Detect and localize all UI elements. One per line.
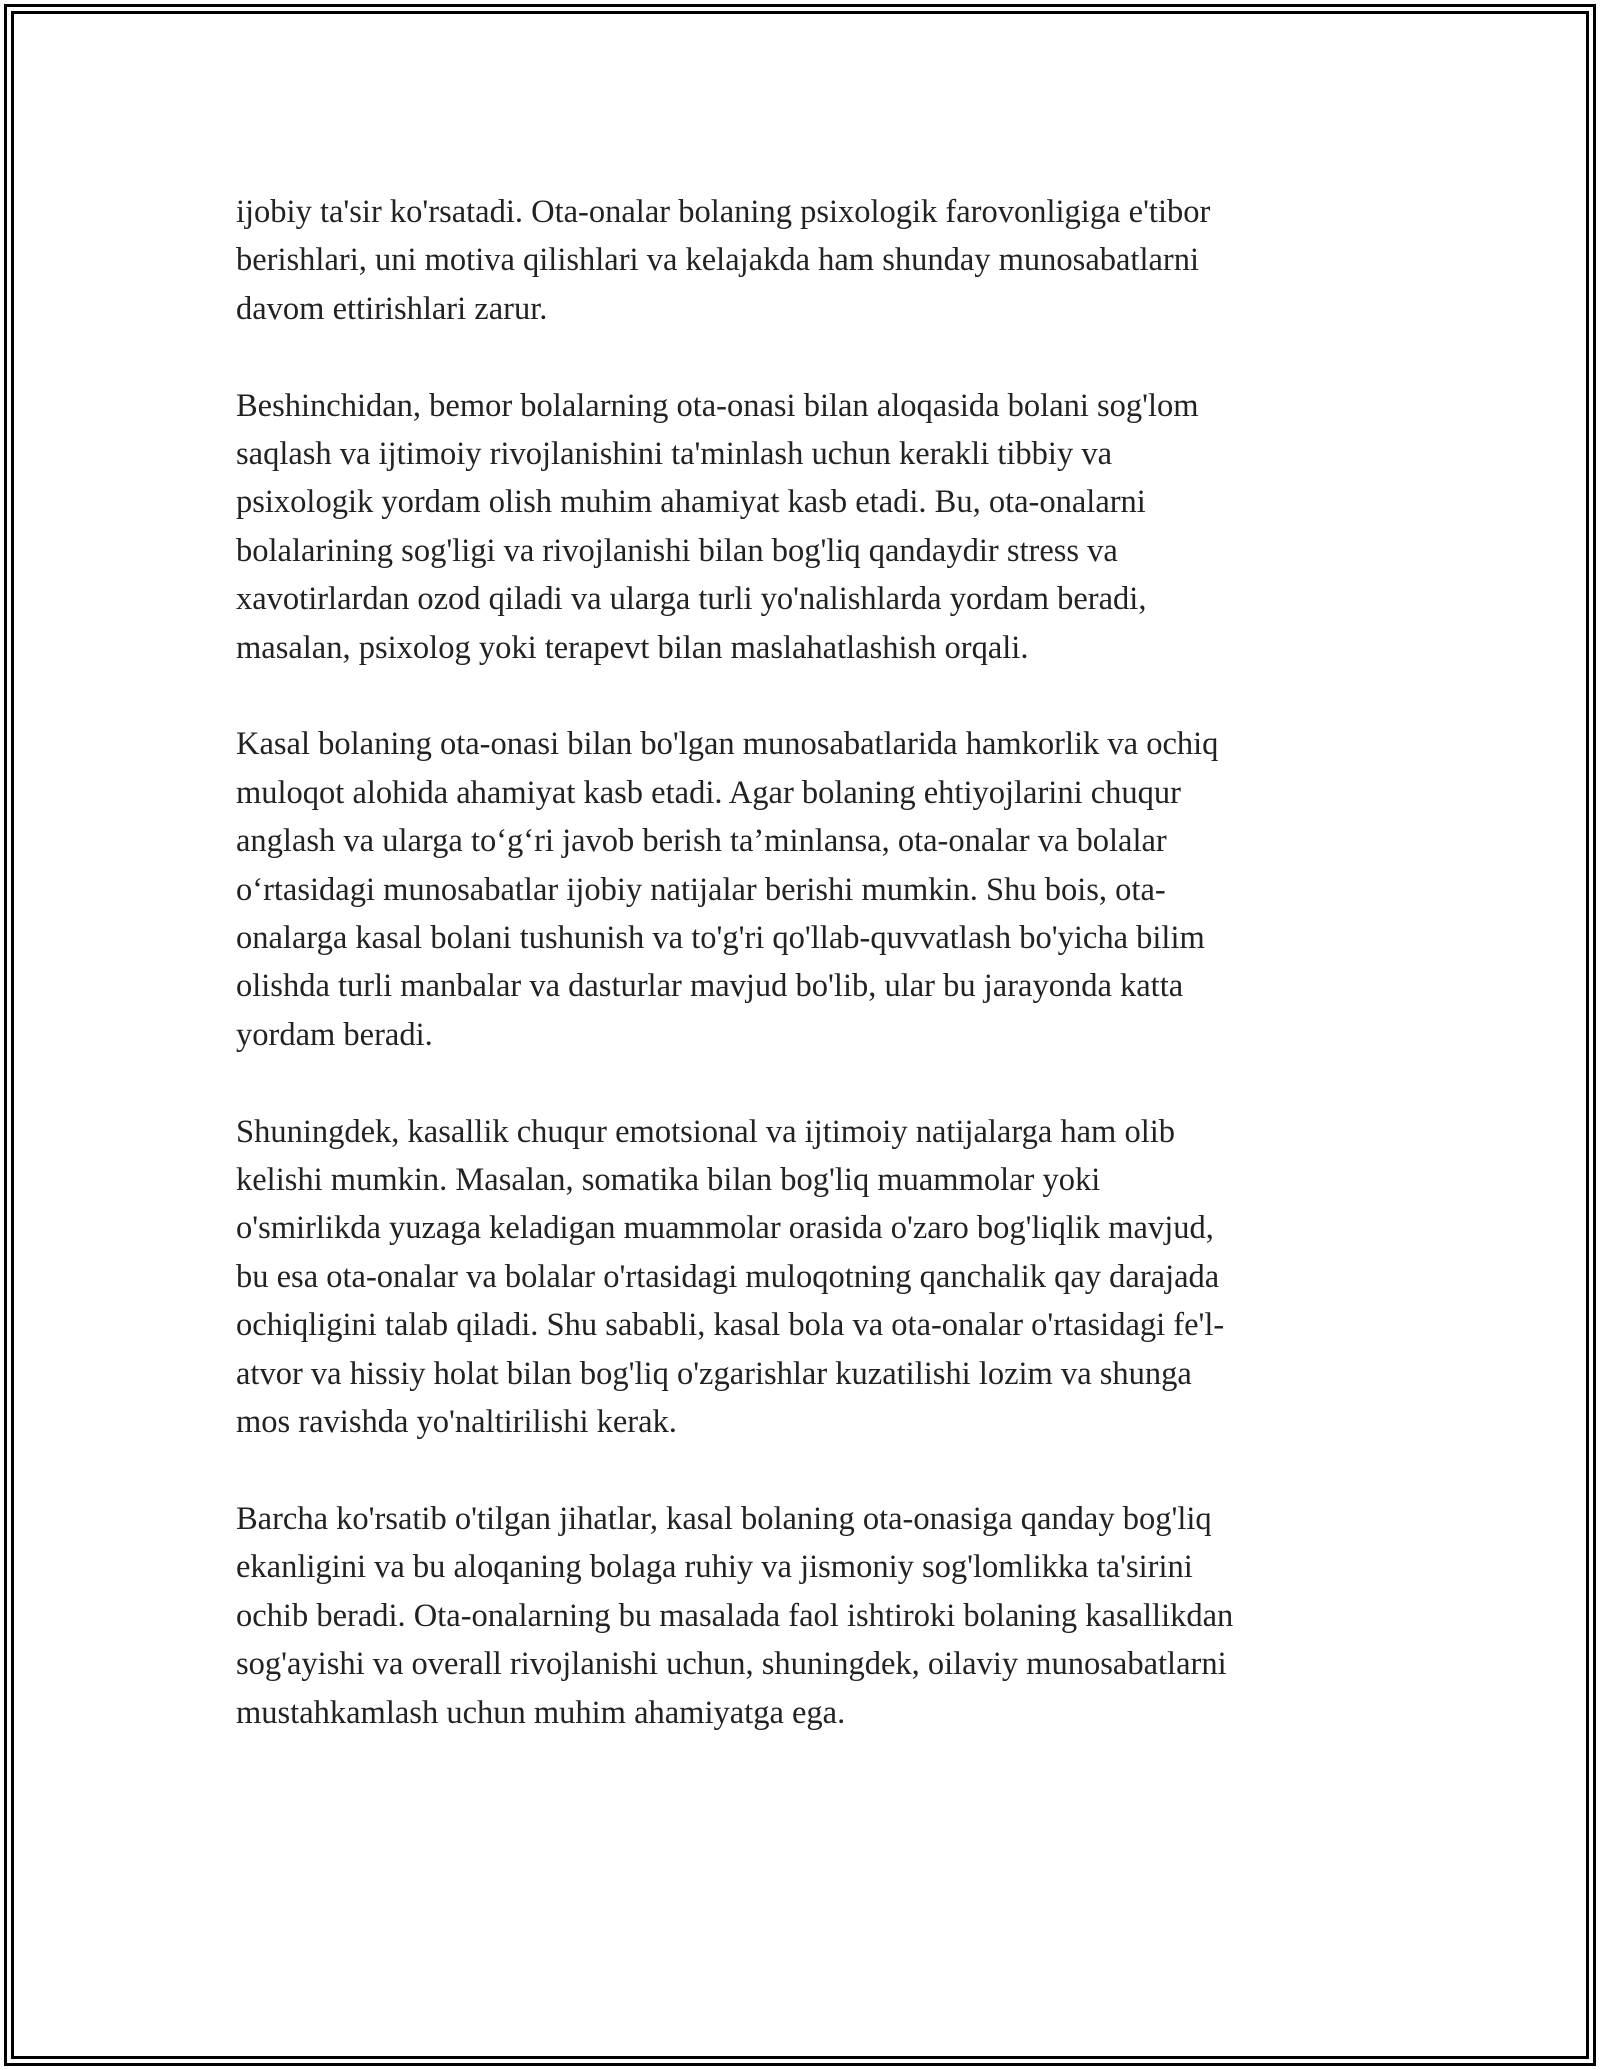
text-line: masalan, psixolog yoki terapevt bilan maslahatlashish orqali.: [236, 629, 1029, 666]
text-line: anglash va ularga to‘g‘ri javob berish ta’minlansa, ota-onalar va bolalar: [236, 823, 1167, 860]
text-line: xavotirlardan ozod qiladi va ularga turli yo'nalishlarda yordam beradi,: [236, 581, 1147, 618]
text-line: olishda turli manbalar va dasturlar mavjud bo'lib, ular bu jarayonda katta: [236, 968, 1184, 1005]
text-line: ochib beradi. Ota-onalarning bu masalada faol ishtiroki bolaning kasallikdan: [236, 1597, 1234, 1634]
text-line: berishlari, uni motiva qilishlari va kelajakda ham shunday munosabatlarni: [236, 242, 1200, 279]
paragraph-5: [236, 1495, 1366, 1737]
paragraph-3: [236, 720, 1366, 1059]
document-body: [236, 188, 1366, 1785]
paragraph-2: [236, 382, 1366, 672]
text-line: bu esa ota-onalar va bolalar o'rtasidagi muloqotning qanchalik qay darajada: [236, 1258, 1220, 1295]
text-line: mos ravishda yo'naltirilishi kerak.: [236, 1404, 677, 1441]
text-line: davom ettirishlari zarur.: [236, 290, 548, 327]
text-line: psixologik yordam olish muhim ahamiyat kasb etadi. Bu, ota-onalarni: [236, 484, 1146, 521]
paragraph-1: [236, 188, 1366, 333]
text-line: ijobiy ta'sir ko'rsatadi. Ota-onalar bolaning psixologik farovonligiga e'tibor: [236, 194, 1211, 230]
text-line: Kasal bolaning ota-onasi bilan bo'lgan munosabatlarida hamkorlik va ochiq: [236, 726, 1219, 763]
text-line: o‘rtasidagi munosabatlar ijobiy natijalar berishi mumkin. Shu bois, ota-: [236, 871, 1166, 908]
text-line: bolalarining sog'ligi va rivojlanishi bilan bog'liq qandaydir stress va: [236, 532, 1118, 569]
text-line: mustahkamlash uchun muhim ahamiyatga ega.: [236, 1694, 846, 1731]
text-line: Barcha ko'rsatib o'tilgan jihatlar, kasal bolaning ota-onasiga qanday bog'liq: [236, 1500, 1212, 1537]
text-line: o'smirlikda yuzaga keladigan muammolar orasida o'zaro bog'liqlik mavjud,: [236, 1210, 1214, 1247]
text-line: Beshinchidan, bemor bolalarning ota-onasi bilan aloqasida bolani sog'lom: [236, 387, 1199, 424]
text-line: sog'ayishi va overall rivojlanishi uchun, shuningdek, oilaviy munosabatlarni: [236, 1646, 1227, 1683]
text-line: muloqot alohida ahamiyat kasb etadi. Agar bolaning ehtiyojlarini chuqur: [236, 774, 1181, 811]
text-line: saqlash va ijtimoiy rivojlanishini ta'minlash uchun kerakli tibbiy va: [236, 436, 1112, 473]
paragraph-4: [236, 1108, 1366, 1447]
text-line: Shuningdek, kasallik chuqur emotsional va ijtimoiy natijalarga ham olib: [236, 1113, 1176, 1150]
text-line: ochiqligini talab qiladi. Shu sababli, kasal bola va ota-onalar o'rtasidagi fe'l-: [236, 1307, 1225, 1344]
text-line: onalarga kasal bolani tushunish va to'g'ri qo'llab-quvvatlash bo'yicha bilim: [236, 920, 1205, 957]
text-line: kelishi mumkin. Masalan, somatika bilan bog'liq muammolar yoki: [236, 1162, 1101, 1199]
text-line: yordam beradi.: [236, 1016, 433, 1053]
text-line: ekanligini va bu aloqaning bolaga ruhiy va jismoniy sog'lomlikka ta'sirini: [236, 1549, 1193, 1586]
text-line: atvor va hissiy holat bilan bog'liq o'zgarishlar kuzatilishi lozim va shunga: [236, 1355, 1192, 1392]
